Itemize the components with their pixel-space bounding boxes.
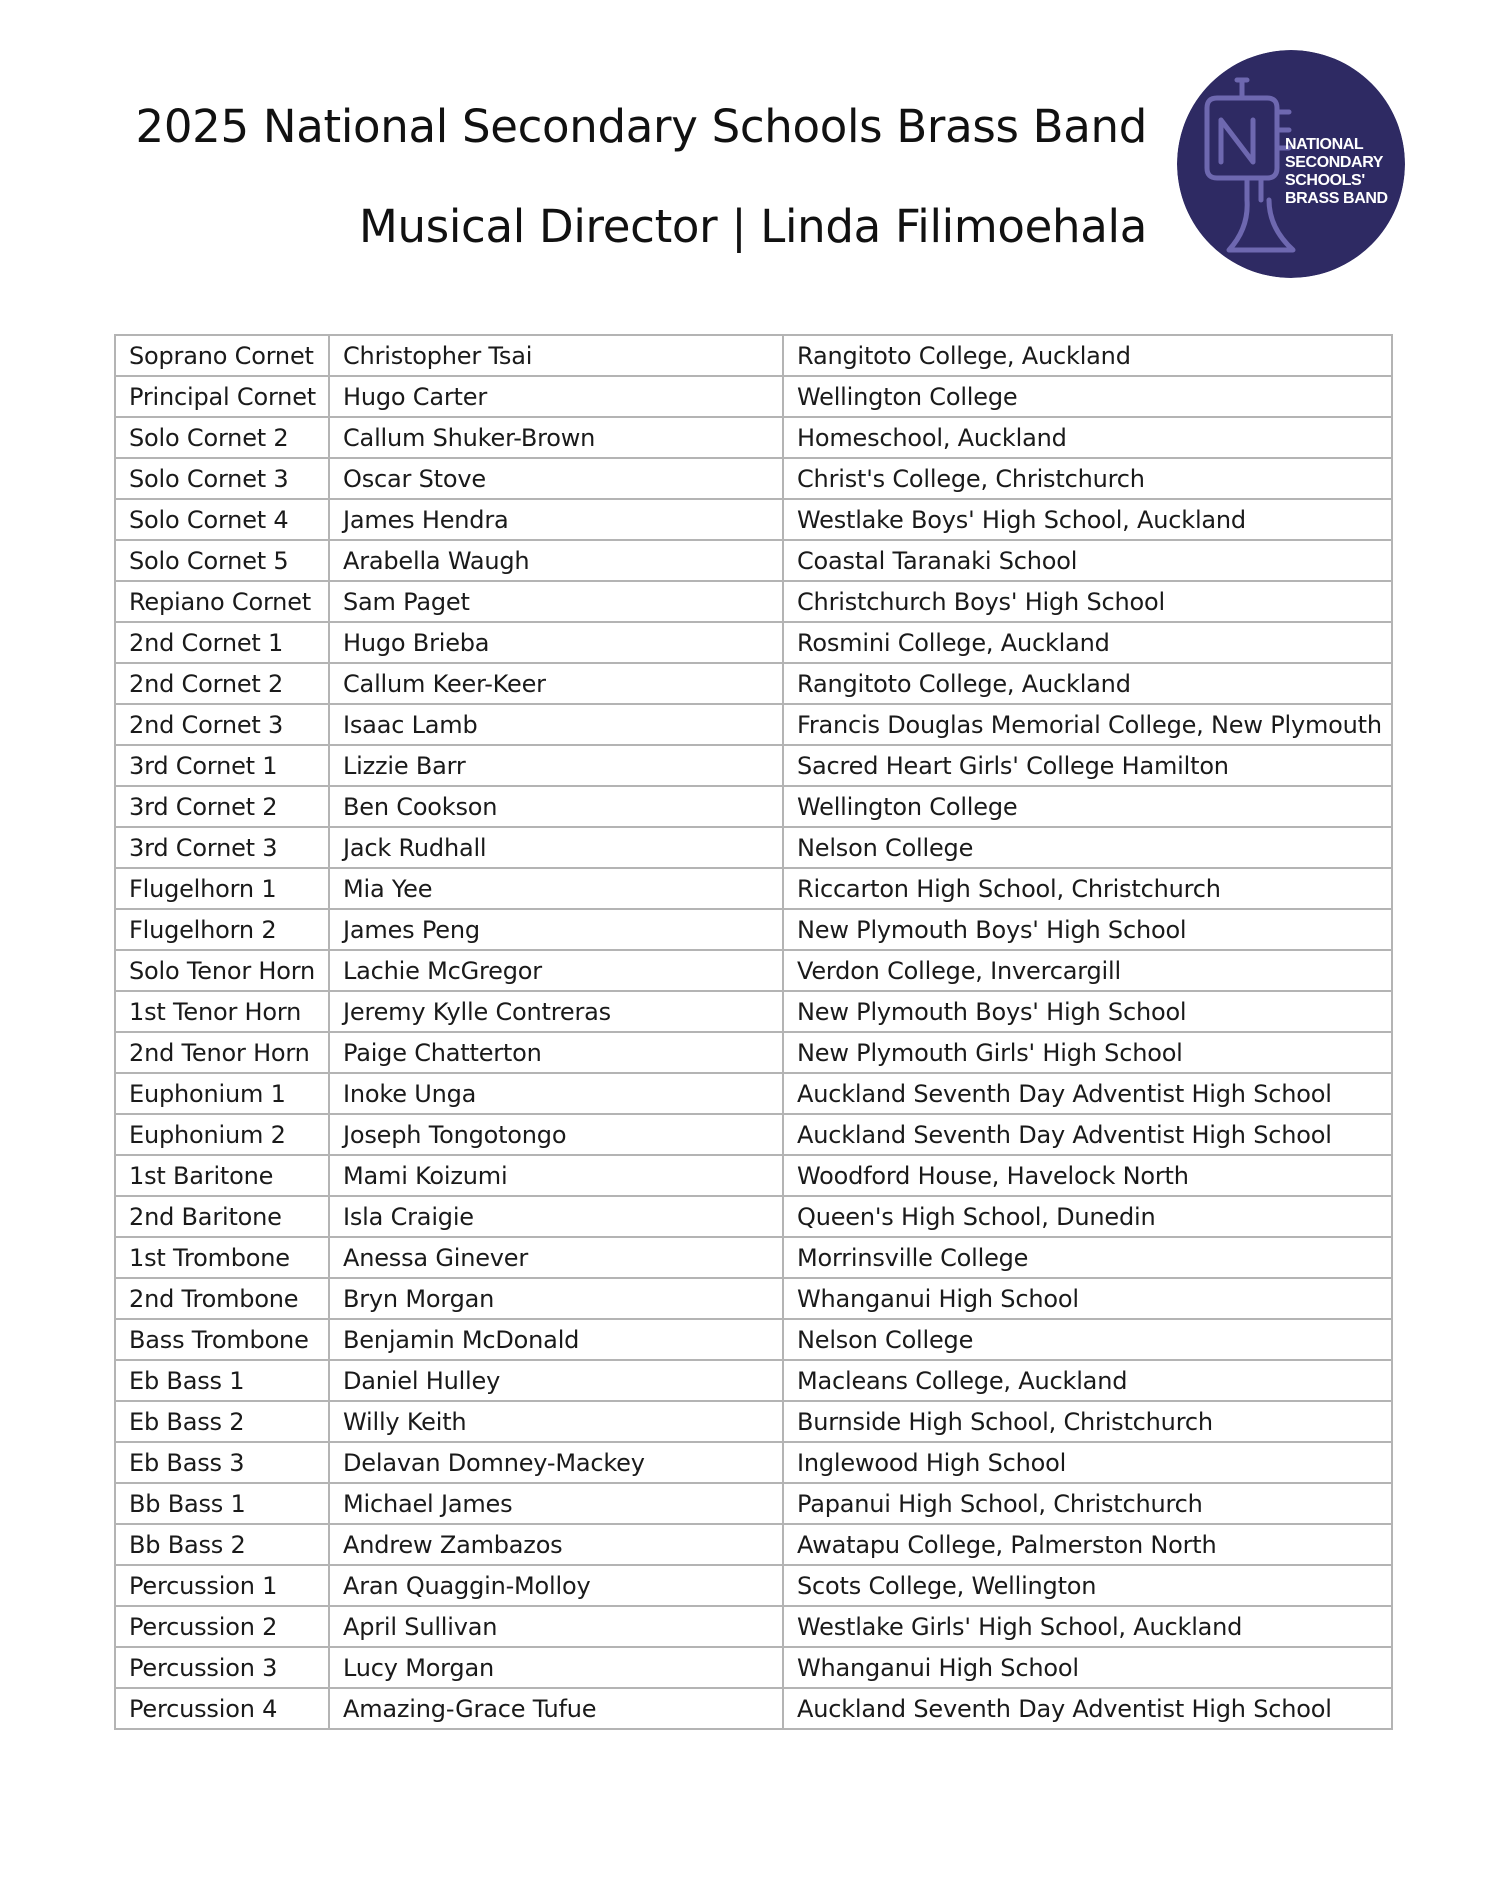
position-cell: Bb Bass 1 bbox=[115, 1483, 329, 1524]
table-row bbox=[115, 622, 1392, 663]
name-cell: James Hendra bbox=[329, 499, 783, 540]
school-cell: Westlake Boys' High School, Auckland bbox=[783, 499, 1392, 540]
position-cell: 2nd Cornet 2 bbox=[115, 663, 329, 704]
school-cell: Awatapu College, Palmerston North bbox=[783, 1524, 1392, 1565]
school-cell: Coastal Taranaki School bbox=[783, 540, 1392, 581]
table-row bbox=[115, 1278, 1392, 1319]
school-cell: Macleans College, Auckland bbox=[783, 1360, 1392, 1401]
school-cell: Homeschool, Auckland bbox=[783, 417, 1392, 458]
position-cell: Bb Bass 2 bbox=[115, 1524, 329, 1565]
table-row bbox=[115, 1114, 1392, 1155]
table-row bbox=[115, 1647, 1392, 1688]
school-cell: New Plymouth Boys' High School bbox=[783, 991, 1392, 1032]
school-cell: Westlake Girls' High School, Auckland bbox=[783, 1606, 1392, 1647]
table-row bbox=[115, 991, 1392, 1032]
position-cell: Bass Trombone bbox=[115, 1319, 329, 1360]
position-cell: 3rd Cornet 3 bbox=[115, 827, 329, 868]
position-cell: Solo Cornet 2 bbox=[115, 417, 329, 458]
roster-body bbox=[115, 335, 1392, 1729]
table-row bbox=[115, 950, 1392, 991]
name-cell: Anessa Ginever bbox=[329, 1237, 783, 1278]
position-cell: Percussion 3 bbox=[115, 1647, 329, 1688]
table-row bbox=[115, 1237, 1392, 1278]
position-cell: Percussion 4 bbox=[115, 1688, 329, 1729]
table-row bbox=[115, 663, 1392, 704]
position-cell: 3rd Cornet 2 bbox=[115, 786, 329, 827]
name-cell: Callum Keer-Keer bbox=[329, 663, 783, 704]
page-title: 2025 National Secondary Schools Brass Band bbox=[135, 100, 1147, 153]
position-cell: Percussion 2 bbox=[115, 1606, 329, 1647]
logo-line: SECONDARY bbox=[1285, 154, 1384, 171]
name-cell: Benjamin McDonald bbox=[329, 1319, 783, 1360]
logo-line: BRASS BAND bbox=[1285, 190, 1388, 207]
school-cell: Christ's College, Christchurch bbox=[783, 458, 1392, 499]
school-cell: Auckland Seventh Day Adventist High School bbox=[783, 1114, 1392, 1155]
table-row bbox=[115, 335, 1392, 376]
school-cell: Auckland Seventh Day Adventist High School bbox=[783, 1073, 1392, 1114]
table-row bbox=[115, 1483, 1392, 1524]
name-cell: Mia Yee bbox=[329, 868, 783, 909]
school-cell: Scots College, Wellington bbox=[783, 1565, 1392, 1606]
band-logo bbox=[1177, 50, 1405, 278]
logo-line: NATIONAL bbox=[1285, 136, 1364, 153]
table-row bbox=[115, 1688, 1392, 1729]
table-row bbox=[115, 1319, 1392, 1360]
table-row bbox=[115, 1155, 1392, 1196]
table-row bbox=[115, 868, 1392, 909]
school-cell: Queen's High School, Dunedin bbox=[783, 1196, 1392, 1237]
position-cell: 1st Trombone bbox=[115, 1237, 329, 1278]
position-cell: Euphonium 1 bbox=[115, 1073, 329, 1114]
table-row bbox=[115, 458, 1392, 499]
school-cell: Rangitoto College, Auckland bbox=[783, 335, 1392, 376]
name-cell: Paige Chatterton bbox=[329, 1032, 783, 1073]
name-cell: Isla Craigie bbox=[329, 1196, 783, 1237]
school-cell: Auckland Seventh Day Adventist High School bbox=[783, 1688, 1392, 1729]
name-cell: Oscar Stove bbox=[329, 458, 783, 499]
position-cell: Principal Cornet bbox=[115, 376, 329, 417]
position-cell: 2nd Cornet 1 bbox=[115, 622, 329, 663]
school-cell: Wellington College bbox=[783, 786, 1392, 827]
position-cell: Flugelhorn 2 bbox=[115, 909, 329, 950]
table-row bbox=[115, 1401, 1392, 1442]
table-row bbox=[115, 1442, 1392, 1483]
school-cell: Whanganui High School bbox=[783, 1647, 1392, 1688]
name-cell: Amazing-Grace Tufue bbox=[329, 1688, 783, 1729]
position-cell: Solo Cornet 5 bbox=[115, 540, 329, 581]
name-cell: Jeremy Kylle Contreras bbox=[329, 991, 783, 1032]
table-row bbox=[115, 581, 1392, 622]
position-cell: Repiano Cornet bbox=[115, 581, 329, 622]
logo-line: SCHOOLS' bbox=[1285, 172, 1365, 189]
table-row bbox=[115, 1196, 1392, 1237]
name-cell: Daniel Hulley bbox=[329, 1360, 783, 1401]
position-cell: Eb Bass 1 bbox=[115, 1360, 329, 1401]
table-row bbox=[115, 417, 1392, 458]
name-cell: Isaac Lamb bbox=[329, 704, 783, 745]
name-cell: April Sullivan bbox=[329, 1606, 783, 1647]
position-cell: Euphonium 2 bbox=[115, 1114, 329, 1155]
position-cell: 2nd Baritone bbox=[115, 1196, 329, 1237]
school-cell: Morrinsville College bbox=[783, 1237, 1392, 1278]
position-cell: Eb Bass 3 bbox=[115, 1442, 329, 1483]
school-cell: New Plymouth Boys' High School bbox=[783, 909, 1392, 950]
table-row bbox=[115, 499, 1392, 540]
band-roster-table bbox=[114, 334, 1393, 1730]
school-cell: Francis Douglas Memorial College, New Plymouth bbox=[783, 704, 1392, 745]
school-cell: Rosmini College, Auckland bbox=[783, 622, 1392, 663]
school-cell: Nelson College bbox=[783, 827, 1392, 868]
name-cell: Joseph Tongotongo bbox=[329, 1114, 783, 1155]
table-row bbox=[115, 1524, 1392, 1565]
school-cell: Whanganui High School bbox=[783, 1278, 1392, 1319]
position-cell: 1st Baritone bbox=[115, 1155, 329, 1196]
name-cell: James Peng bbox=[329, 909, 783, 950]
position-cell: 3rd Cornet 1 bbox=[115, 745, 329, 786]
position-cell: Solo Cornet 4 bbox=[115, 499, 329, 540]
table-row bbox=[115, 704, 1392, 745]
position-cell: Solo Cornet 3 bbox=[115, 458, 329, 499]
name-cell: Lizzie Barr bbox=[329, 745, 783, 786]
name-cell: Jack Rudhall bbox=[329, 827, 783, 868]
musical-director-subtitle: Musical Director | Linda Filimoehala bbox=[358, 200, 1147, 253]
name-cell: Arabella Waugh bbox=[329, 540, 783, 581]
position-cell: Eb Bass 2 bbox=[115, 1401, 329, 1442]
position-cell: Percussion 1 bbox=[115, 1565, 329, 1606]
school-cell: Riccarton High School, Christchurch bbox=[783, 868, 1392, 909]
name-cell: Michael James bbox=[329, 1483, 783, 1524]
name-cell: Hugo Carter bbox=[329, 376, 783, 417]
table-row bbox=[115, 376, 1392, 417]
position-cell: Solo Tenor Horn bbox=[115, 950, 329, 991]
table-row bbox=[115, 786, 1392, 827]
position-cell: 1st Tenor Horn bbox=[115, 991, 329, 1032]
name-cell: Bryn Morgan bbox=[329, 1278, 783, 1319]
logo-wordmark bbox=[1285, 136, 1388, 208]
school-cell: Wellington College bbox=[783, 376, 1392, 417]
name-cell: Willy Keith bbox=[329, 1401, 783, 1442]
school-cell: Burnside High School, Christchurch bbox=[783, 1401, 1392, 1442]
table-row bbox=[115, 1606, 1392, 1647]
position-cell: 2nd Trombone bbox=[115, 1278, 329, 1319]
name-cell: Andrew Zambazos bbox=[329, 1524, 783, 1565]
name-cell: Aran Quaggin-Molloy bbox=[329, 1565, 783, 1606]
position-cell: 2nd Tenor Horn bbox=[115, 1032, 329, 1073]
name-cell: Callum Shuker-Brown bbox=[329, 417, 783, 458]
name-cell: Inoke Unga bbox=[329, 1073, 783, 1114]
position-cell: 2nd Cornet 3 bbox=[115, 704, 329, 745]
school-cell: Verdon College, Invercargill bbox=[783, 950, 1392, 991]
school-cell: Christchurch Boys' High School bbox=[783, 581, 1392, 622]
table-row bbox=[115, 1032, 1392, 1073]
name-cell: Christopher Tsai bbox=[329, 335, 783, 376]
school-cell: Papanui High School, Christchurch bbox=[783, 1483, 1392, 1524]
table-row bbox=[115, 540, 1392, 581]
table-row bbox=[115, 745, 1392, 786]
table-row bbox=[115, 1073, 1392, 1114]
table-row bbox=[115, 1565, 1392, 1606]
table-row bbox=[115, 909, 1392, 950]
name-cell: Sam Paget bbox=[329, 581, 783, 622]
school-cell: Sacred Heart Girls' College Hamilton bbox=[783, 745, 1392, 786]
name-cell: Ben Cookson bbox=[329, 786, 783, 827]
table-row bbox=[115, 1360, 1392, 1401]
school-cell: Nelson College bbox=[783, 1319, 1392, 1360]
school-cell: Woodford House, Havelock North bbox=[783, 1155, 1392, 1196]
name-cell: Lachie McGregor bbox=[329, 950, 783, 991]
school-cell: Inglewood High School bbox=[783, 1442, 1392, 1483]
position-cell: Flugelhorn 1 bbox=[115, 868, 329, 909]
name-cell: Hugo Brieba bbox=[329, 622, 783, 663]
school-cell: New Plymouth Girls' High School bbox=[783, 1032, 1392, 1073]
school-cell: Rangitoto College, Auckland bbox=[783, 663, 1392, 704]
name-cell: Delavan Domney-Mackey bbox=[329, 1442, 783, 1483]
position-cell: Soprano Cornet bbox=[115, 335, 329, 376]
name-cell: Mami Koizumi bbox=[329, 1155, 783, 1196]
name-cell: Lucy Morgan bbox=[329, 1647, 783, 1688]
table-row bbox=[115, 827, 1392, 868]
